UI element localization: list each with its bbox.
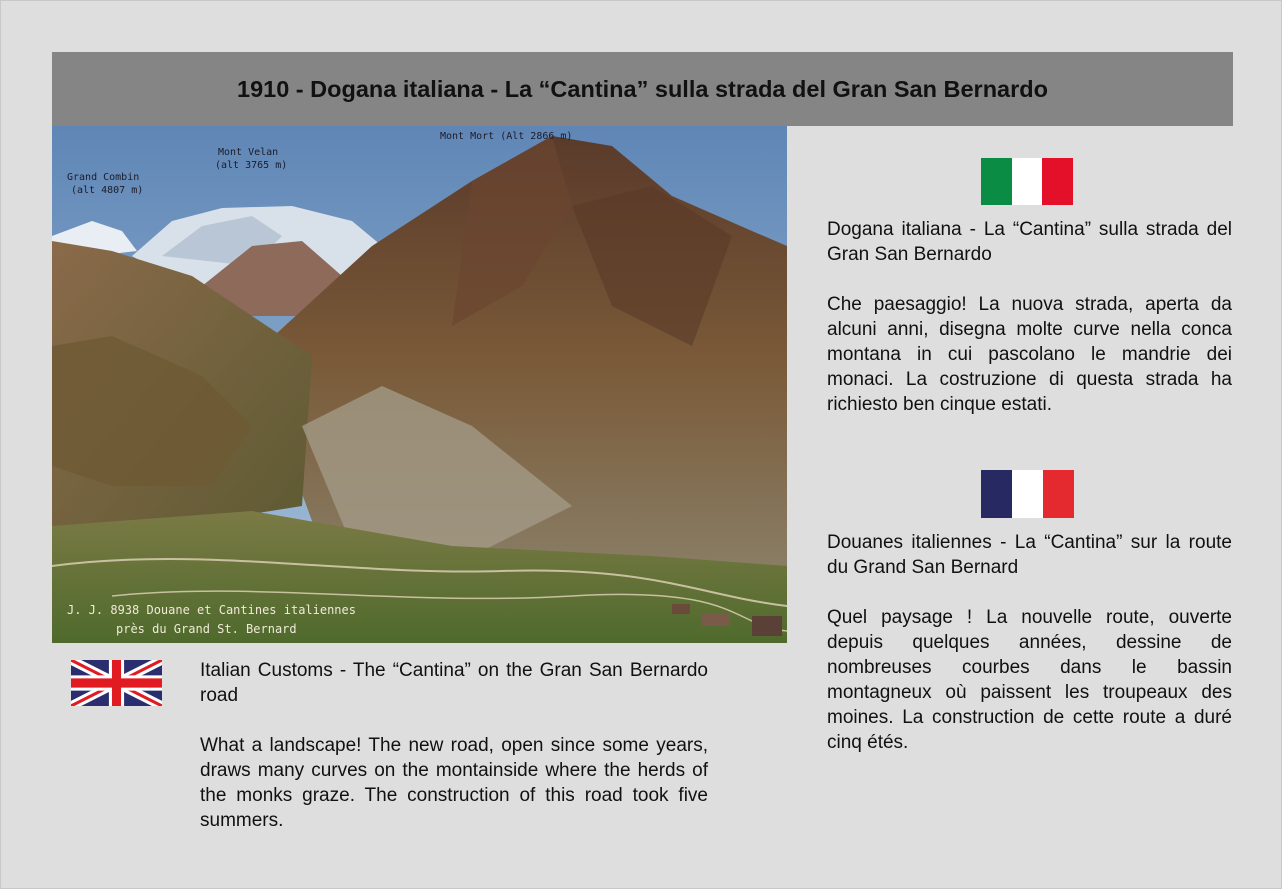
english-text bbox=[200, 658, 708, 833]
postcard-photo bbox=[52, 126, 787, 643]
photo-caption-line1: J. J. 8938 Douane et Cantines italiennes bbox=[67, 603, 356, 617]
italian-body: Che paesaggio! La nuova strada, aperta da alcuni anni, disegna molte curve nella conca montana in cui pascolano le mandrie dei monaci. La costruzione di questa strada ha richiesto ben cinque estati. bbox=[827, 294, 1232, 415]
italian-text bbox=[827, 217, 1232, 417]
english-body: What a landscape! The new road, open since some years, draws many curves on the montainside where the herds of the monks graze. The construction of this road took five summers. bbox=[200, 735, 708, 831]
photo-caption-line2: près du Grand St. Bernard bbox=[116, 622, 297, 636]
italian-heading: Dogana italiana - La “Cantina” sulla strada del Gran San Bernardo bbox=[827, 219, 1232, 265]
uk-flag-icon bbox=[71, 660, 162, 711]
page-title: 1910 - Dogana italiana - La “Cantina” sulla strada del Gran San Bernardo bbox=[237, 75, 1048, 102]
france-flag-icon bbox=[981, 470, 1074, 523]
label-grand-combin-alt: (alt 4807 m) bbox=[71, 185, 144, 196]
french-text bbox=[827, 530, 1232, 755]
italy-flag-icon bbox=[981, 158, 1073, 210]
label-mont-mort: Mont Mort (Alt 2866 m) bbox=[440, 131, 573, 142]
mountain-landscape-image bbox=[52, 126, 787, 643]
english-heading: Italian Customs - The “Cantina” on the Gran San Bernardo road bbox=[200, 660, 708, 706]
label-grand-combin: Grand Combin bbox=[67, 172, 140, 183]
french-body: Quel paysage ! La nouvelle route, ouverte depuis quelques années, dessine de nombreuses courbes dans le bassin montagneux où paissent les troupeaux des moines. La construction de cette route a duré cinq étés. bbox=[827, 607, 1232, 753]
label-mont-velan: Mont Velan bbox=[218, 147, 279, 158]
label-mont-velan-alt: (alt 3765 m) bbox=[215, 160, 288, 171]
french-heading: Douanes italiennes - La “Cantina” sur la route du Grand San Bernard bbox=[827, 532, 1232, 578]
title-bar bbox=[52, 52, 1233, 126]
